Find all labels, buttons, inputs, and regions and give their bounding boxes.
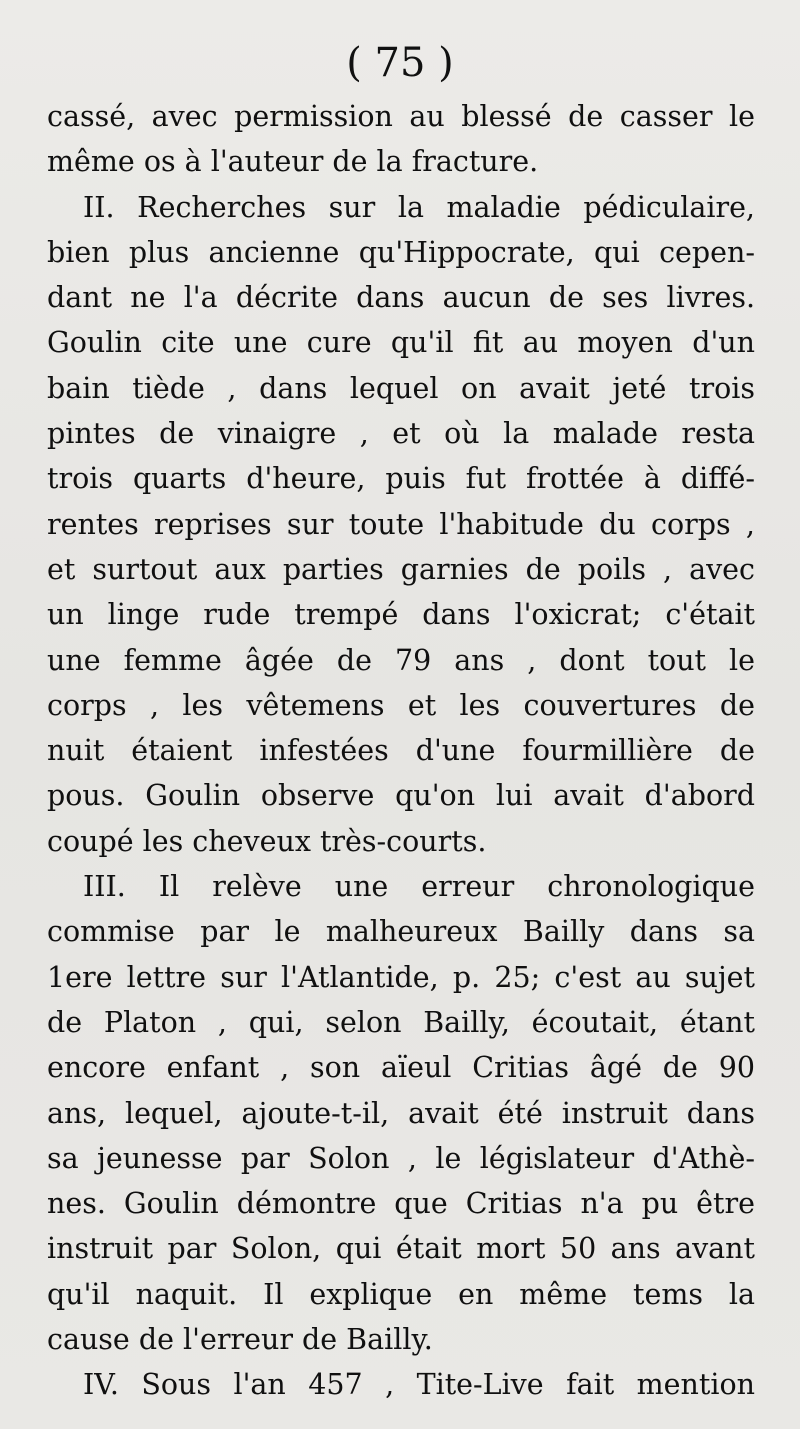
text-line: sa jeunesse par Solon , le législateur d'Athè-: [47, 1141, 755, 1175]
text-line: nes. Goulin démontre que Critias n'a pu être: [47, 1187, 755, 1221]
text-line: corps , les vêtemens et les couvertures de: [47, 688, 755, 722]
text-line: II. Recherches sur la maladie pédiculaire,: [83, 190, 755, 224]
text-line: et surtout aux parties garnies de poils , avec: [47, 552, 755, 586]
text-line: de Platon , qui, selon Bailly, écoutait, étant: [47, 1005, 755, 1039]
text-line: qu'il naquit. Il explique en même tems la: [47, 1277, 755, 1311]
text-line: dant ne l'a décrite dans aucun de ses livres.: [47, 281, 755, 315]
text-line: trois quarts d'heure, puis fut frottée à diffé-: [47, 462, 755, 496]
text-line: cassé, avec permission au blessé de casser le: [47, 100, 755, 133]
text-line: ans, lequel, ajoute-t-il, avait été instruit dans: [47, 1096, 755, 1130]
text-line: bain tiède , dans lequel on avait jeté trois: [47, 371, 755, 405]
text-line: 1ere lettre sur l'Atlantide, p. 25; c'est au sujet: [47, 960, 755, 994]
text-line: nuit étaient infestées d'une fourmillière de: [47, 734, 755, 768]
text-line: un linge rude trempé dans l'oxicrat; c'était: [47, 598, 755, 632]
body-text: [47, 94, 755, 1408]
text-line: même os à l'auteur de la fracture.: [47, 145, 539, 179]
text-line: coupé les cheveux très-courts.: [47, 824, 487, 858]
text-line: commise par le malheureux Bailly dans sa: [47, 915, 755, 949]
text-line: Goulin cite une cure qu'il fit au moyen d'un: [47, 326, 755, 360]
text-line: IV. Sous l'an 457 , Tite-Live fait mention: [83, 1368, 755, 1402]
text-line: rentes reprises sur toute l'habitude du corps ,: [47, 507, 755, 541]
text-line: III. Il relève une erreur chronologique: [83, 870, 755, 904]
text-line: pous. Goulin observe qu'on lui avait d'abord: [47, 779, 755, 813]
text-line: encore enfant , son aïeul Critias âgé de 90: [47, 1051, 755, 1085]
text-line: instruit par Solon, qui était mort 50 ans avant: [47, 1232, 755, 1266]
text-line: bien plus ancienne qu'Hippocrate, qui cepen-: [47, 235, 755, 269]
text-line: une femme âgée de 79 ans , dont tout le: [47, 643, 755, 677]
text-line: cause de l'erreur de Bailly.: [47, 1323, 433, 1357]
text-line: pintes de vinaigre , et où la malade resta: [47, 417, 755, 451]
page-number: ( 75 ): [346, 40, 454, 86]
